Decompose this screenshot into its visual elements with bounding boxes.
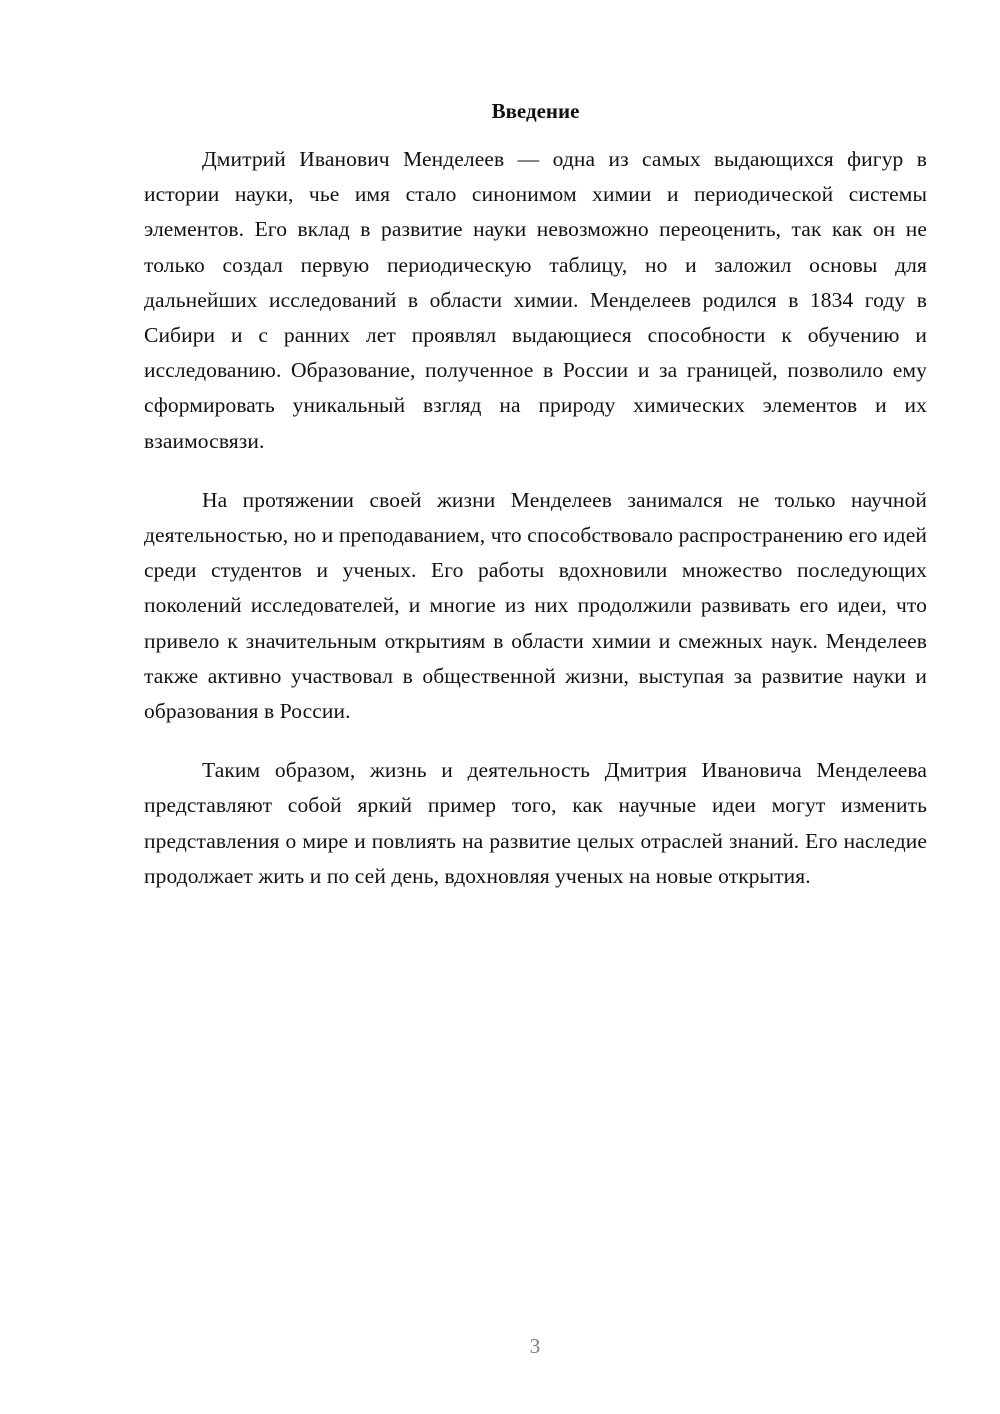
page-content bbox=[144, 96, 927, 918]
page-number: 3 bbox=[529, 1334, 541, 1358]
paragraph-1: Дмитрий Иванович Менделеев — одна из самых выдающихся фигур в истории науки, чье имя стало синонимом химии и периодической системы элементов. Его вклад в развитие науки невозможно переоценить, так как он не только создал первую периодическую таблицу, но и заложил основы для дальнейших исследований в области химии. Менделеев родился в 1834 году в Сибири и с ранних лет проявлял выдающиеся способности к обучению и исследованию. Образование, полученное в России и за границей, позволило ему сформировать уникальный взгляд на природу химических элементов и их взаимосвязи. bbox=[144, 147, 927, 453]
section-title: Введение bbox=[491, 99, 580, 123]
paragraph-2: На протяжении своей жизни Менделеев занимался не только научной деятельностью, но и преподаванием, что способствовало распространению его идей среди студентов и ученых. Его работы вдохновили множество последующих поколений исследователей, и многие из них продолжили развивать его идеи, что привело к значительным открытиям в области химии и смежных наук. Менделеев также активно участвовал в общественной жизни, выступая за развитие науки и образования в России. bbox=[144, 487, 927, 724]
paragraph-3: Таким образом, жизнь и деятельность Дмитрия Ивановича Менделеева представляют собой яркий пример того, как научные идеи могут изменить представления о мире и повлиять на развитие целых отраслей знаний. Его наследие продолжает жить и по сей день, вдохновляя ученых на новые открытия. bbox=[144, 758, 927, 888]
